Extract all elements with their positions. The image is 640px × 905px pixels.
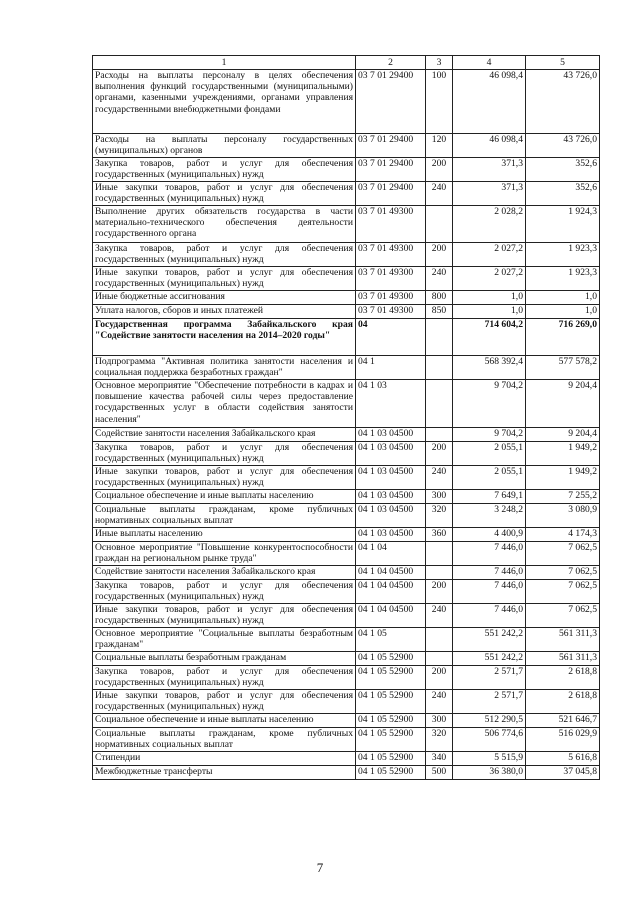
table-row: [93, 490, 600, 504]
table-row: [93, 504, 600, 528]
row-vr-cell: 200: [426, 158, 453, 182]
row-value-2018-cell: 7 062,5: [526, 604, 600, 628]
row-vr-cell: 360: [426, 528, 453, 542]
table-row: [93, 380, 600, 428]
row-value-2017-cell: 2 055,1: [453, 442, 526, 466]
row-name-cell: Социальное обеспечение и иные выплаты населению: [93, 490, 356, 504]
row-code-cell: 04 1 05 52900: [356, 666, 426, 690]
row-vr-cell: [426, 356, 453, 380]
row-value-2018-cell: 7 062,5: [526, 542, 600, 566]
row-name-cell: Стипендии: [93, 752, 356, 766]
row-value-2018-cell: 1 924,3: [526, 206, 600, 243]
row-name-cell: Подпрограмма "Активная политика занятости населения и социальная поддержка безработных граждан": [93, 356, 356, 380]
table-row: [93, 356, 600, 380]
row-code-cell: 04 1 05 52900: [356, 766, 426, 780]
row-value-2017-cell: 551 242,2: [453, 652, 526, 666]
row-name-cell: Выполнение других обязательств государства в части материально-технического обеспечения деятельности государственного органа: [93, 206, 356, 243]
row-name-cell: Основное мероприятие "Повышение конкурентоспособности граждан на региональном рынке труда": [93, 542, 356, 566]
row-code-cell: 04 1 03: [356, 380, 426, 428]
row-name-cell: Государственная программа Забайкальского края "Содействие занятости населения на 2014–2020 годы": [93, 319, 356, 356]
row-code-cell: 04 1 05 52900: [356, 652, 426, 666]
row-code-cell: 03 7 01 49300: [356, 291, 426, 305]
row-value-2017-cell: 2 027,2: [453, 243, 526, 267]
row-value-2017-cell: 9 704,2: [453, 428, 526, 442]
row-vr-cell: [426, 380, 453, 428]
row-vr-cell: [426, 206, 453, 243]
row-code-cell: 04 1 04 04500: [356, 580, 426, 604]
row-code-cell: 03 7 01 29400: [356, 182, 426, 206]
row-name-cell: Закупка товаров, работ и услуг для обеспечения государственных (муниципальных) нужд: [93, 243, 356, 267]
row-code-cell: 03 7 01 49300: [356, 206, 426, 243]
row-value-2017-cell: 2 055,1: [453, 466, 526, 490]
row-code-cell: 04 1 05 52900: [356, 690, 426, 714]
table-row: [93, 580, 600, 604]
table-row: [93, 728, 600, 752]
row-vr-cell: 300: [426, 714, 453, 728]
row-value-2017-cell: 7 446,0: [453, 566, 526, 580]
row-value-2018-cell: 9 204,4: [526, 428, 600, 442]
row-name-cell: Закупка товаров, работ и услуг для обеспечения государственных (муниципальных) нужд: [93, 442, 356, 466]
row-code-cell: 04 1 03 04500: [356, 466, 426, 490]
row-value-2017-cell: 46 098,4: [453, 70, 526, 134]
row-value-2017-cell: 371,3: [453, 182, 526, 206]
row-value-2017-cell: 2 028,2: [453, 206, 526, 243]
row-value-2018-cell: 37 045,8: [526, 766, 600, 780]
table-row: [93, 466, 600, 490]
row-name-cell: Иные закупки товаров, работ и услуг для обеспечения государственных (муниципальных) нужд: [93, 267, 356, 291]
row-value-2017-cell: 36 380,0: [453, 766, 526, 780]
row-name-cell: Социальное обеспечение и иные выплаты населению: [93, 714, 356, 728]
row-name-cell: Основное мероприятие "Обеспечение потребности в кадрах и повышение качества рабочей силы через предоставление государственных услуг в области содействия занятости населения": [93, 380, 356, 428]
row-code-cell: 04 1 05 52900: [356, 728, 426, 752]
row-value-2018-cell: 5 616,8: [526, 752, 600, 766]
row-vr-cell: 300: [426, 490, 453, 504]
table-row: [93, 319, 600, 356]
row-value-2017-cell: 3 248,2: [453, 504, 526, 528]
row-value-2018-cell: 1,0: [526, 305, 600, 319]
table-row: [93, 666, 600, 690]
table-row: [93, 243, 600, 267]
row-value-2018-cell: 3 080,9: [526, 504, 600, 528]
row-code-cell: 04 1: [356, 356, 426, 380]
row-code-cell: 04 1 05: [356, 628, 426, 652]
row-value-2018-cell: 352,6: [526, 182, 600, 206]
table-row: [93, 267, 600, 291]
page-number: 7: [316, 860, 324, 875]
header-col-3: 3: [426, 56, 453, 70]
row-code-cell: 03 7 01 49300: [356, 267, 426, 291]
row-vr-cell: 320: [426, 504, 453, 528]
row-value-2018-cell: 516 029,9: [526, 728, 600, 752]
row-name-cell: Содействие занятости населения Забайкальского края: [93, 566, 356, 580]
table-row: [93, 528, 600, 542]
table-row: [93, 134, 600, 158]
row-vr-cell: [426, 319, 453, 356]
row-name-cell: Расходы на выплаты персоналу государственных (муниципальных) органов: [93, 134, 356, 158]
row-value-2018-cell: 43 726,0: [526, 134, 600, 158]
row-value-2017-cell: 7 446,0: [453, 580, 526, 604]
row-name-cell: Закупка товаров, работ и услуг для обеспечения государственных (муниципальных) нужд: [93, 580, 356, 604]
header-col-1: 1: [93, 56, 356, 70]
row-value-2017-cell: 568 392,4: [453, 356, 526, 380]
row-vr-cell: 340: [426, 752, 453, 766]
row-vr-cell: 320: [426, 728, 453, 752]
row-code-cell: 04 1 05 52900: [356, 752, 426, 766]
row-name-cell: Уплата налогов, сборов и иных платежей: [93, 305, 356, 319]
row-vr-cell: [426, 428, 453, 442]
table-row: [93, 752, 600, 766]
row-value-2018-cell: 4 174,3: [526, 528, 600, 542]
header-col-2: 2: [356, 56, 426, 70]
table-row: [93, 182, 600, 206]
row-code-cell: 03 7 01 29400: [356, 134, 426, 158]
header-col-4: 4: [453, 56, 526, 70]
table-row: [93, 291, 600, 305]
row-value-2018-cell: 561 311,3: [526, 652, 600, 666]
row-value-2018-cell: 43 726,0: [526, 70, 600, 134]
row-name-cell: Социальные выплаты безработным гражданам: [93, 652, 356, 666]
table-row: [93, 206, 600, 243]
row-vr-cell: 850: [426, 305, 453, 319]
row-value-2017-cell: 551 242,2: [453, 628, 526, 652]
row-value-2018-cell: 2 618,8: [526, 690, 600, 714]
row-value-2018-cell: 7 062,5: [526, 566, 600, 580]
row-code-cell: 04 1 04: [356, 542, 426, 566]
row-vr-cell: [426, 566, 453, 580]
row-value-2018-cell: 7 062,5: [526, 580, 600, 604]
row-value-2017-cell: 714 604,2: [453, 319, 526, 356]
row-value-2018-cell: 521 646,7: [526, 714, 600, 728]
row-code-cell: 03 7 01 29400: [356, 158, 426, 182]
row-vr-cell: [426, 652, 453, 666]
row-code-cell: 04 1 04 04500: [356, 566, 426, 580]
table-row: [93, 428, 600, 442]
budget-table: [92, 55, 600, 780]
row-value-2017-cell: 7 446,0: [453, 604, 526, 628]
row-vr-cell: 120: [426, 134, 453, 158]
row-vr-cell: 200: [426, 442, 453, 466]
row-code-cell: 04 1 03 04500: [356, 528, 426, 542]
row-value-2017-cell: 506 774,6: [453, 728, 526, 752]
row-name-cell: Иные закупки товаров, работ и услуг для обеспечения государственных (муниципальных) нужд: [93, 690, 356, 714]
row-value-2018-cell: 716 269,0: [526, 319, 600, 356]
row-name-cell: Содействие занятости населения Забайкальского края: [93, 428, 356, 442]
table-row: [93, 158, 600, 182]
row-code-cell: 04 1 03 04500: [356, 442, 426, 466]
table-row: [93, 542, 600, 566]
row-code-cell: 03 7 01 29400: [356, 70, 426, 134]
document-page: [92, 55, 599, 780]
table-row: [93, 604, 600, 628]
table-row: [93, 442, 600, 466]
row-value-2018-cell: 352,6: [526, 158, 600, 182]
row-value-2017-cell: 7 446,0: [453, 542, 526, 566]
row-value-2017-cell: 2 571,7: [453, 690, 526, 714]
row-code-cell: 04 1 03 04500: [356, 490, 426, 504]
row-vr-cell: 240: [426, 604, 453, 628]
row-name-cell: Иные закупки товаров, работ и услуг для обеспечения государственных (муниципальных) нужд: [93, 182, 356, 206]
row-value-2018-cell: 1 949,2: [526, 466, 600, 490]
header-col-5: 5: [526, 56, 600, 70]
row-value-2018-cell: 561 311,3: [526, 628, 600, 652]
row-vr-cell: 200: [426, 580, 453, 604]
row-vr-cell: 240: [426, 690, 453, 714]
row-name-cell: Иные выплаты населению: [93, 528, 356, 542]
row-value-2018-cell: 7 255,2: [526, 490, 600, 504]
row-code-cell: 03 7 01 49300: [356, 305, 426, 319]
table-header-row: [93, 56, 600, 70]
row-name-cell: Социальные выплаты гражданам, кроме публичных нормативных социальных выплат: [93, 728, 356, 752]
row-value-2018-cell: 9 204,4: [526, 380, 600, 428]
row-value-2017-cell: 2 027,2: [453, 267, 526, 291]
row-code-cell: 04: [356, 319, 426, 356]
row-value-2017-cell: 5 515,9: [453, 752, 526, 766]
table-row: [93, 70, 600, 134]
row-name-cell: Социальные выплаты гражданам, кроме публичных нормативных социальных выплат: [93, 504, 356, 528]
row-value-2017-cell: 1,0: [453, 291, 526, 305]
row-value-2017-cell: 371,3: [453, 158, 526, 182]
row-vr-cell: 800: [426, 291, 453, 305]
row-name-cell: Закупка товаров, работ и услуг для обеспечения государственных (муниципальных) нужд: [93, 666, 356, 690]
row-vr-cell: 240: [426, 466, 453, 490]
row-code-cell: 04 1 04 04500: [356, 604, 426, 628]
row-value-2017-cell: 4 400,9: [453, 528, 526, 542]
row-value-2018-cell: 1,0: [526, 291, 600, 305]
row-code-cell: 04 1 03 04500: [356, 428, 426, 442]
table-row: [93, 566, 600, 580]
row-vr-cell: [426, 628, 453, 652]
row-value-2018-cell: 1 949,2: [526, 442, 600, 466]
row-vr-cell: 200: [426, 243, 453, 267]
row-name-cell: Межбюджетные трансферты: [93, 766, 356, 780]
row-name-cell: Закупка товаров, работ и услуг для обеспечения государственных (муниципальных) нужд: [93, 158, 356, 182]
row-value-2017-cell: 9 704,2: [453, 380, 526, 428]
row-vr-cell: 200: [426, 666, 453, 690]
row-code-cell: 04 1 05 52900: [356, 714, 426, 728]
table-row: [93, 690, 600, 714]
row-vr-cell: 100: [426, 70, 453, 134]
row-value-2017-cell: 7 649,1: [453, 490, 526, 504]
row-value-2018-cell: 1 923,3: [526, 243, 600, 267]
row-value-2018-cell: 2 618,8: [526, 666, 600, 690]
row-value-2017-cell: 2 571,7: [453, 666, 526, 690]
row-value-2017-cell: 46 098,4: [453, 134, 526, 158]
table-row: [93, 305, 600, 319]
table-body: [93, 70, 600, 780]
row-vr-cell: 500: [426, 766, 453, 780]
table-row: [93, 766, 600, 780]
row-vr-cell: [426, 542, 453, 566]
table-row: [93, 628, 600, 652]
row-vr-cell: 240: [426, 267, 453, 291]
row-name-cell: Расходы на выплаты персоналу в целях обеспечения выполнения функций государственными (муниципальными) органами, казенными учреждениями, органами управления государственными внебюджетными фондами: [93, 70, 356, 134]
row-name-cell: Иные бюджетные ассигнования: [93, 291, 356, 305]
row-value-2017-cell: 1,0: [453, 305, 526, 319]
row-code-cell: 03 7 01 49300: [356, 243, 426, 267]
row-value-2018-cell: 1 923,3: [526, 267, 600, 291]
row-name-cell: Иные закупки товаров, работ и услуг для обеспечения государственных (муниципальных) нужд: [93, 466, 356, 490]
row-name-cell: Основное мероприятие "Социальные выплаты безработным гражданам": [93, 628, 356, 652]
row-vr-cell: 240: [426, 182, 453, 206]
row-value-2017-cell: 512 290,5: [453, 714, 526, 728]
row-name-cell: Иные закупки товаров, работ и услуг для обеспечения государственных (муниципальных) нужд: [93, 604, 356, 628]
row-value-2018-cell: 577 578,2: [526, 356, 600, 380]
table-row: [93, 652, 600, 666]
row-code-cell: 04 1 03 04500: [356, 504, 426, 528]
table-row: [93, 714, 600, 728]
